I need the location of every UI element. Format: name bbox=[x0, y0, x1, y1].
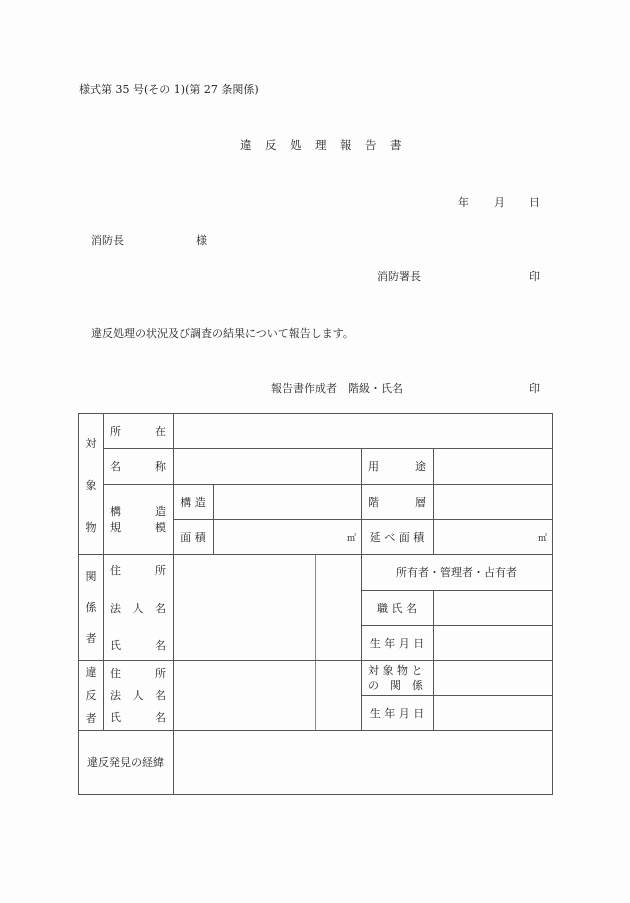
related-extra-field[interactable] bbox=[316, 555, 361, 660]
sender-label: 消防署長 bbox=[377, 270, 421, 283]
structure-field[interactable] bbox=[214, 485, 361, 519]
related-address-label: 住 所 bbox=[110, 564, 166, 577]
violator-corp-name-label: 法 人 名 bbox=[110, 689, 166, 702]
violator-relation-field[interactable] bbox=[434, 661, 552, 695]
use-label: 用 途 bbox=[368, 460, 426, 473]
violator-birth-label: 生 年 月 日 bbox=[369, 706, 425, 720]
violator-info-field[interactable] bbox=[174, 661, 315, 730]
use-field[interactable] bbox=[434, 449, 552, 484]
target-group-label: 対 象 物 bbox=[85, 437, 97, 534]
date-year: 年 bbox=[458, 196, 469, 209]
name-label: 名 称 bbox=[110, 460, 166, 473]
addressee-honorific: 様 bbox=[196, 234, 207, 247]
statement: 違反処理の状況及び調査の結果について報告します。 bbox=[91, 327, 354, 340]
violator-relation-label: 対 象 物 と の 関 係 bbox=[368, 664, 423, 692]
related-title-name-field[interactable] bbox=[434, 591, 552, 625]
name-field[interactable] bbox=[174, 449, 361, 484]
area-field[interactable] bbox=[214, 520, 361, 554]
related-info-field[interactable] bbox=[174, 555, 315, 660]
area-label: 面 積 bbox=[180, 530, 206, 544]
structure-label: 構 造 bbox=[180, 495, 206, 509]
discovery-label: 違反発見の経緯 bbox=[87, 756, 164, 769]
structure-scale-label: 構 造 規 模 bbox=[110, 505, 166, 534]
total-area-field[interactable] bbox=[434, 520, 552, 554]
date-day: 日 bbox=[529, 196, 540, 209]
violator-person-name-label: 氏 名 bbox=[110, 711, 166, 724]
total-area-label: 延 べ 面 積 bbox=[369, 530, 425, 544]
related-person-name-label: 氏 名 bbox=[110, 639, 166, 652]
floors-field[interactable] bbox=[434, 485, 552, 519]
violator-group-label: 違 反 者 bbox=[85, 666, 97, 725]
related-birth-label: 生 年 月 日 bbox=[369, 636, 425, 650]
violator-extra-field[interactable] bbox=[316, 661, 361, 730]
date-month: 月 bbox=[494, 196, 505, 209]
related-birth-field[interactable] bbox=[434, 626, 552, 660]
addressee-chief: 消防長 bbox=[91, 234, 124, 247]
total-area-unit: ㎡ bbox=[537, 533, 547, 544]
author-label: 報告書作成者 階級・氏名 bbox=[271, 382, 403, 395]
related-title-name-label: 職 氏 名 bbox=[377, 601, 417, 615]
violator-address-label: 住 所 bbox=[110, 667, 166, 680]
location-field[interactable] bbox=[174, 414, 552, 448]
area-unit: ㎡ bbox=[346, 533, 356, 544]
document-title: 違 反 処 理 報 告 書 bbox=[240, 138, 403, 152]
floors-label: 階 層 bbox=[368, 495, 426, 509]
author-seal: 印 bbox=[529, 382, 540, 395]
related-group-label: 関 係 者 bbox=[85, 570, 97, 645]
discovery-field[interactable] bbox=[174, 731, 552, 794]
violator-birth-field[interactable] bbox=[434, 696, 552, 730]
form-number: 様式第 35 号(その 1)(第 27 条関係) bbox=[79, 83, 259, 96]
related-role-label: 所有者・管理者・占有者 bbox=[396, 566, 517, 579]
location-label: 所 在 bbox=[110, 424, 166, 438]
sender-seal: 印 bbox=[529, 270, 540, 283]
related-corp-name-label: 法 人 名 bbox=[110, 602, 166, 615]
